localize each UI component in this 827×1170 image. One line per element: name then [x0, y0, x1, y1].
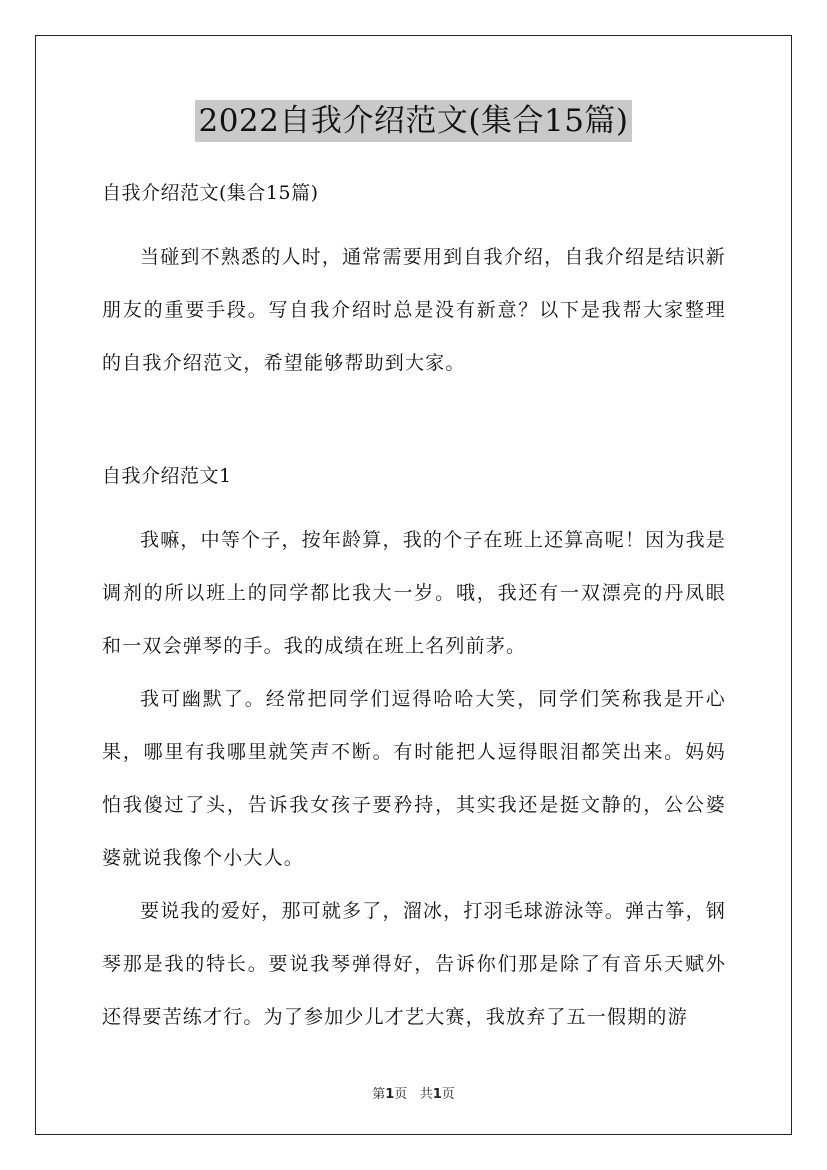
section-spacer: [102, 390, 726, 460]
body-paragraph: 要说我的爱好，那可就多了，溜冰，打羽毛球游泳等。弹古筝，钢琴那是我的特长。要说我琴弹得好，告诉你们那是除了有音乐天赋外还得要苦练才行。为了参加少儿才艺大赛，我放弃了五一假期的游: [102, 900, 726, 1028]
intro-paragraph: 当碰到不熟悉的人时，通常需要用到自我介绍，自我介绍是结识新朋友的重要手段。写自我介绍时总是没有新意？以下是我帮大家整理的自我介绍范文，希望能够帮助到大家。: [102, 246, 726, 374]
title-container: [0, 100, 827, 142]
total-pages-label: 共1页: [419, 1087, 455, 1102]
page-footer: [0, 1083, 827, 1102]
document-body: [102, 177, 726, 1044]
body-paragraph: 我可幽默了。经常把同学们逗得哈哈大笑，同学们笑称我是开心果，哪里有我哪里就笑声不断。有时能把人逗得眼泪都笑出来。妈妈怕我傻过了头，告诉我女孩子要矜持，其实我还是挺文静的，公公婆婆就说我像个小大人。: [102, 688, 726, 869]
document-title: 2022自我介绍范文(集合15篇): [195, 100, 631, 142]
body-paragraph: 我嘛，中等个子，按年龄算，我的个子在班上还算高呢！因为我是调剂的所以班上的同学都比我大一岁。哦，我还有一双漂亮的丹凤眼和一双会弹琴的手。我的成绩在班上名列前茅。: [102, 529, 726, 657]
document-subtitle: 自我介绍范文(集合15篇): [102, 182, 319, 204]
page-number-label: 第1页: [372, 1087, 408, 1102]
section-heading: 自我介绍范文1: [102, 465, 232, 487]
